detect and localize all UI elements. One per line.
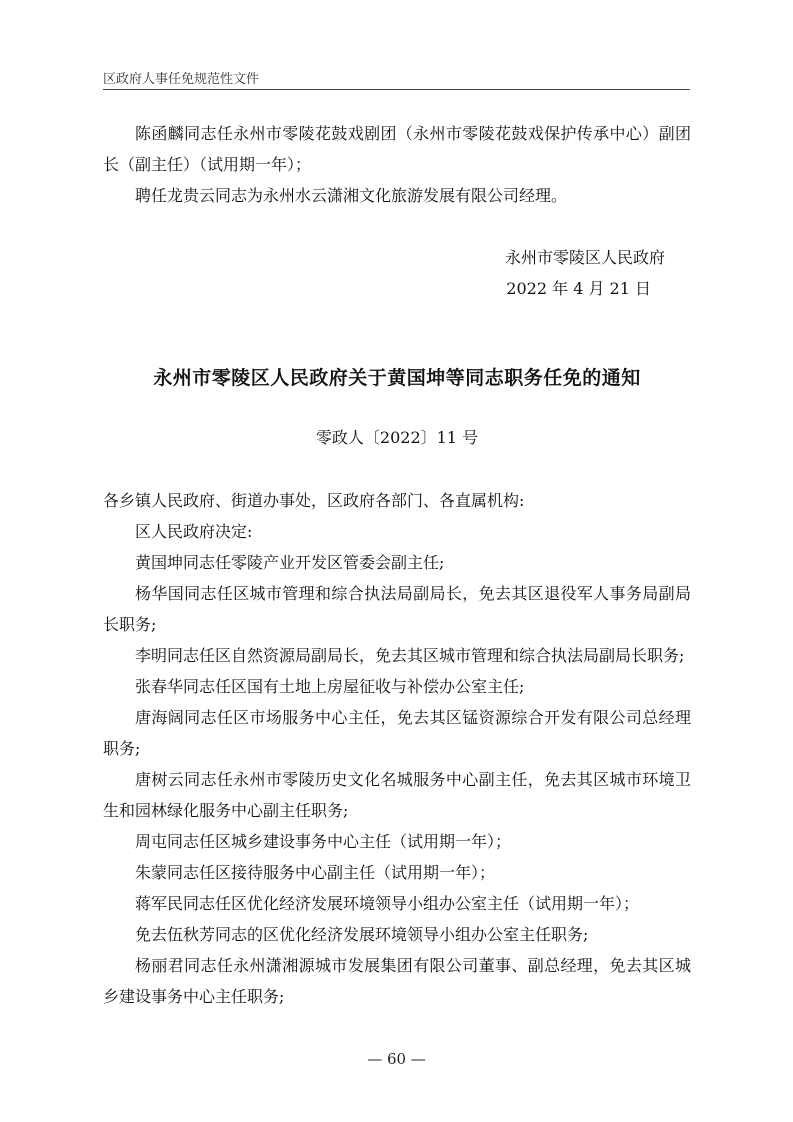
header-divider	[103, 89, 690, 90]
signature-block	[505, 242, 665, 304]
notice-body	[103, 485, 691, 1012]
list-item: 周屯同志任区城乡建设事务中心主任（试用期一年）；	[135, 832, 512, 851]
list-item: 唐树云同志任永州市零陵历史文化名城服务中心副主任，免去其区城市环境卫生和园林绿化服务中心副主任职务;	[103, 770, 691, 820]
paragraph: 陈函麟同志任永州市零陵花鼓戏剧团（永州市零陵花鼓戏保护传承中心）副团长（副主任）（试用期一年）；	[103, 124, 691, 174]
paragraph: 聘任龙贵云同志为永州水云潇湘文化旅游发展有限公司经理。	[135, 186, 568, 205]
running-header: 区政府人事任免规范性文件	[103, 72, 260, 87]
list-item: 李明同志任区自然资源局副局长，免去其区城市管理和综合执法局副局长职务;	[135, 646, 685, 665]
list-item: 杨华国同志任区城市管理和综合执法局副局长，免去其区退役军人事务局副局长职务;	[103, 584, 691, 634]
page-number: — 60 —	[367, 1050, 426, 1068]
previous-notice-tail	[103, 118, 691, 211]
document-number: 零政人〔2022〕11 号	[315, 428, 479, 447]
issue-date: 2022 年 4 月 21 日	[506, 279, 651, 298]
issuer: 永州市零陵区人民政府	[504, 248, 665, 267]
list-item: 杨丽君同志任永州潇湘源城市发展集团有限公司董事、副总经理，免去其区城乡建设事务中心主任职务;	[103, 956, 691, 1006]
salutation: 各乡镇人民政府、街道办事处，区政府各部门、各直属机构:	[103, 491, 525, 510]
list-item: 朱蒙同志任区接待服务中心副主任（试用期一年）；	[135, 863, 496, 882]
list-item: 黄国坤同志任零陵产业开发区管委会副主任;	[135, 553, 445, 572]
list-item: 区人民政府决定:	[135, 522, 253, 541]
list-item: 张春华同志任区国有土地上房屋征收与补偿办公室主任;	[135, 677, 525, 696]
list-item: 免去伍秋芳同志的区优化经济发展环境领导小组办公室主任职务;	[135, 925, 589, 944]
notice-title: 永州市零陵区人民政府关于黄国坤等同志职务任免的通知	[153, 367, 641, 389]
list-item: 唐海阔同志任区市场服务中心主任，免去其区锰资源综合开发有限公司总经理职务;	[103, 708, 691, 758]
list-item: 蒋军民同志任区优化经济发展环境领导小组办公室主任（试用期一年）；	[135, 894, 640, 913]
